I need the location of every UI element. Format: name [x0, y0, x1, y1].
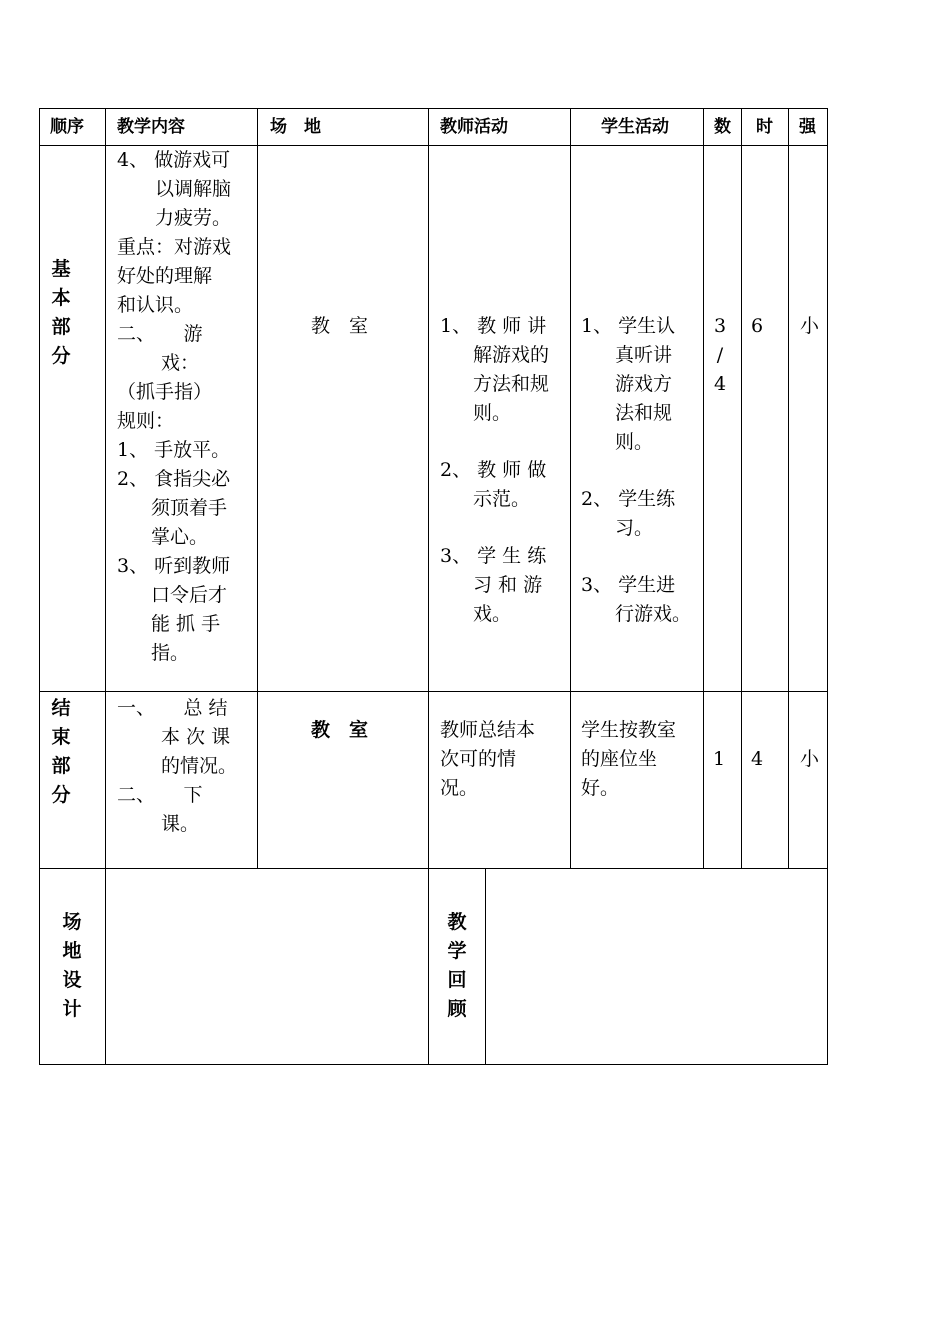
- content-line: 3、 听到教师: [117, 555, 231, 577]
- teacher-line: 则。: [473, 402, 512, 424]
- basic-content: [117, 146, 248, 668]
- table-border-top: [39, 108, 828, 109]
- teacher-line: 习 和 游: [473, 574, 543, 596]
- ending-time: 4: [751, 748, 764, 770]
- student-line: 真听讲: [615, 344, 673, 366]
- teacher-line: 方法和规: [473, 373, 550, 395]
- ending-student-activity: [581, 716, 696, 803]
- label-char: 分: [51, 345, 71, 367]
- student-line: 习。: [615, 517, 654, 539]
- basic-teacher-activity: [440, 312, 562, 629]
- content-line: 的情况。: [161, 755, 238, 777]
- content-line: 重点：对游戏: [117, 236, 232, 258]
- content-line: 以调解脑: [155, 178, 232, 200]
- ending-intensity: 小: [800, 748, 820, 770]
- label-char: 计: [62, 998, 82, 1020]
- header-time: 时: [756, 117, 773, 137]
- basic-section-label: [50, 255, 72, 371]
- header-teacher-activity: 教师活动: [440, 117, 508, 137]
- col-divider-order: [105, 108, 106, 1065]
- label-char: 本: [51, 287, 71, 309]
- label-char: 束: [51, 726, 71, 748]
- content-line: 二、 游: [117, 323, 203, 345]
- label-char: 部: [51, 755, 71, 777]
- content-line: 口令后才: [151, 584, 228, 606]
- ending-count: 1: [713, 748, 726, 770]
- teacher-line: 示范。: [473, 488, 531, 510]
- header-count: 数: [714, 117, 731, 137]
- content-line: 须顶着手: [151, 497, 228, 519]
- ending-venue: 教 室: [311, 719, 369, 741]
- header-order: 顺序: [50, 117, 84, 137]
- content-line: 二、 下: [117, 784, 203, 806]
- content-line: 本 次 课: [161, 726, 231, 748]
- teacher-line: 戏。: [473, 603, 512, 625]
- student-line: 则。: [615, 431, 654, 453]
- teacher-line: 3、 学 生 练: [440, 545, 547, 567]
- basic-intensity: 小: [800, 315, 820, 337]
- label-char: 场: [62, 911, 82, 933]
- content-line: 1、 手放平。: [117, 439, 231, 461]
- student-line: 的座位坐: [581, 748, 658, 770]
- col-divider-review: [485, 868, 486, 1065]
- teacher-line: 次可的情: [440, 748, 517, 770]
- col-divider-content: [257, 108, 258, 868]
- label-char: 结: [51, 697, 71, 719]
- content-line: 掌心。: [151, 526, 209, 548]
- ending-section-divider: [39, 868, 828, 869]
- content-line: 力疲劳。: [155, 207, 232, 229]
- ending-section-label: [50, 694, 72, 810]
- header-student-activity: 学生活动: [601, 117, 669, 137]
- label-char: 顾: [447, 998, 467, 1020]
- student-line: 3、 学生进: [581, 574, 676, 596]
- table-border-right: [827, 108, 828, 1065]
- ending-teacher-activity: [440, 716, 562, 803]
- content-line: 和认识。: [117, 294, 194, 316]
- content-line: 一、 总 结: [117, 697, 228, 719]
- header-content: 教学内容: [117, 117, 185, 137]
- student-line: 好。: [581, 777, 620, 799]
- basic-section-divider: [39, 691, 828, 692]
- teaching-review-label: [446, 908, 468, 1024]
- student-line: 行游戏。: [615, 603, 692, 625]
- content-line: 戏：: [161, 352, 200, 374]
- content-line: 规则：: [117, 410, 175, 432]
- student-line: 游戏方: [615, 373, 673, 395]
- label-char: 回: [447, 969, 467, 991]
- content-line: 4、 做游戏可: [117, 149, 231, 171]
- teacher-line: 教师总结本: [440, 719, 536, 741]
- student-line: 学生按教室: [581, 719, 677, 741]
- student-line: 2、 学生练: [581, 488, 676, 510]
- label-char: 教: [447, 911, 467, 933]
- content-line: 2、 食指尖必: [117, 468, 231, 490]
- content-line: 好处的理解: [117, 265, 213, 287]
- content-line: 能 抓 手: [151, 613, 221, 635]
- table-border-bottom: [39, 1064, 828, 1065]
- col-divider-count: [741, 108, 742, 868]
- label-char: 分: [51, 784, 71, 806]
- teacher-line: 2、 教 师 做: [440, 459, 547, 481]
- label-char: 设: [62, 969, 82, 991]
- student-line: 1、 学生认: [581, 315, 676, 337]
- col-divider-student: [703, 108, 704, 868]
- label-char: 基: [51, 258, 71, 280]
- label-char: 地: [62, 940, 82, 962]
- teacher-line: 解游戏的: [473, 344, 550, 366]
- content-line: 指。: [151, 642, 190, 664]
- teacher-line: 况。: [440, 777, 479, 799]
- content-line: 课。: [161, 813, 200, 835]
- label-char: 部: [51, 316, 71, 338]
- ending-content: [117, 694, 248, 839]
- header-venue: 场 地: [270, 117, 321, 137]
- col-divider-time: [788, 108, 789, 868]
- col-divider-venue: [428, 108, 429, 1065]
- table-border-left: [39, 108, 40, 1065]
- venue-design-label: [61, 908, 83, 1024]
- basic-time: 6: [751, 315, 764, 337]
- teacher-line: 1、 教 师 讲: [440, 315, 547, 337]
- count-line: 4: [713, 373, 727, 395]
- lesson-plan-table: [39, 108, 828, 1065]
- label-char: 学: [447, 940, 467, 962]
- content-line: （抓手指）: [117, 381, 213, 403]
- count-line: 3: [713, 315, 727, 337]
- basic-count: [713, 312, 727, 399]
- col-divider-teacher: [570, 108, 571, 868]
- header-intensity: 强: [799, 117, 816, 137]
- basic-student-activity: [581, 312, 696, 629]
- student-line: 法和规: [615, 402, 673, 424]
- count-line: /: [716, 344, 724, 366]
- basic-venue: 教 室: [311, 315, 369, 337]
